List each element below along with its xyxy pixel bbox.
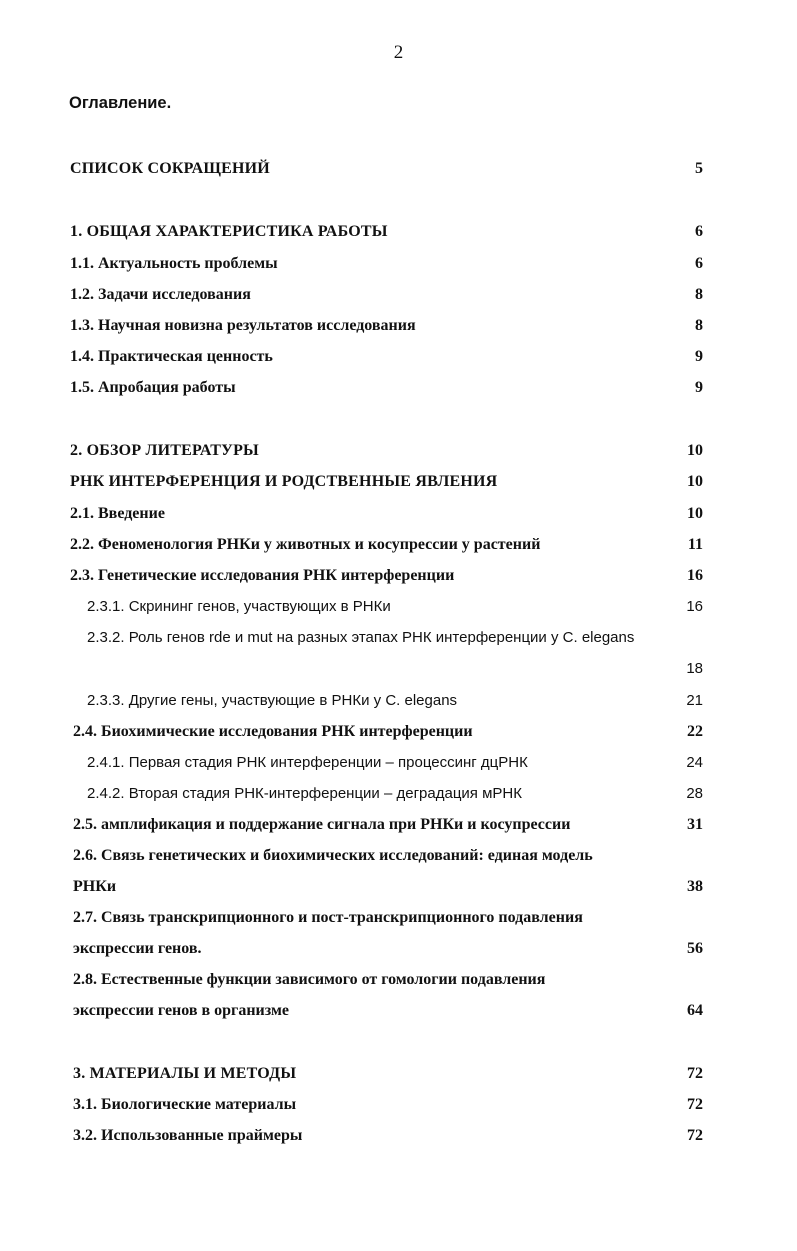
toc-entry-page: 24 (686, 754, 703, 771)
toc-entry-page: 56 (687, 940, 703, 957)
page-number: 2 (393, 42, 404, 63)
toc-entry-page: 72 (687, 1127, 703, 1144)
toc-entry-page: 21 (686, 692, 703, 709)
toc-entry-title: 2.4.1. Первая стадия РНК интерференции – процессинг дцРНК (87, 754, 528, 771)
toc-entry (0, 594, 797, 620)
toc-entry (0, 998, 797, 1024)
toc-entry-title: 1. ОБЩАЯ ХАРАКТЕРИСТИКА РАБОТЫ (70, 223, 388, 240)
toc-entry-page: 38 (687, 878, 703, 895)
toc-entry-page: 72 (687, 1065, 703, 1082)
toc-entry (0, 251, 797, 277)
toc-entry (0, 812, 797, 838)
toc-entry-page: 5 (695, 160, 703, 177)
toc-entry (0, 469, 797, 495)
toc-entry-title: РНК ИНТЕРФЕРЕНЦИЯ И РОДСТВЕННЫЕ ЯВЛЕНИЯ (70, 473, 498, 490)
toc-entry-title: 2.4.2. Вторая стадия РНК-интерференции – деградация мРНК (87, 785, 522, 802)
toc-entry-title: 3. МАТЕРИАЛЫ И МЕТОДЫ (73, 1065, 297, 1082)
toc-entry (0, 219, 797, 245)
toc-entry (0, 843, 797, 869)
toc-entry (0, 344, 797, 370)
toc-entry-title: 3.2. Использованные праймеры (73, 1127, 303, 1144)
toc-entry (0, 313, 797, 339)
toc-entry (0, 563, 797, 589)
toc-entry (0, 625, 797, 651)
toc-entry-page: 9 (695, 379, 703, 396)
toc-entry-title: 2.3.3. Другие гены, участвующие в РНКи у C. elegans (87, 692, 458, 709)
toc-entry-title: 1.5. Апробация работы (70, 379, 236, 396)
toc-entry-page: 8 (695, 286, 703, 303)
toc-entry (0, 719, 797, 745)
toc-entry-title: 1.3. Научная новизна результатов исследования (70, 317, 416, 334)
toc-entry-title: 2.4. Биохимические исследования РНК интерференции (73, 723, 473, 740)
toc-entry (0, 156, 797, 182)
toc-entry-page: 72 (687, 1096, 703, 1113)
toc-entry-page: 9 (695, 348, 703, 365)
toc-entry (0, 501, 797, 527)
toc-entry (0, 1123, 797, 1149)
toc-entry-page: 10 (687, 442, 703, 459)
toc-entry-page: 8 (695, 317, 703, 334)
toc-entry-page: 22 (687, 723, 703, 740)
toc-entry-title: 2.3.1. Скрининг генов, участвующих в РНКи (87, 598, 391, 615)
toc-entry-page: 10 (687, 505, 703, 522)
toc-entry (0, 1061, 797, 1087)
toc-entry (0, 750, 797, 776)
toc-entry (0, 905, 797, 931)
toc-entry (0, 874, 797, 900)
toc-entry-title: 1.1. Актуальность проблемы (70, 255, 278, 272)
toc-entry-title: 2. ОБЗОР ЛИТЕРАТУРЫ (70, 442, 259, 459)
toc-entry-title: 2.3.2. Роль генов rde и mut на разных этапах РНК интерференции у C. elegans (87, 629, 635, 646)
toc-entry-page: 16 (686, 598, 703, 615)
toc-entry-title: 1.2. Задачи исследования (70, 286, 251, 303)
toc-entry-page: 64 (687, 1002, 703, 1019)
toc-entry-page: 11 (687, 536, 703, 553)
toc-entry-page: 16 (687, 567, 703, 584)
toc-entry-title: 2.8. Естественные функции зависимого от гомологии подавления (73, 971, 546, 988)
toc-entry-title: 1.4. Практическая ценность (70, 348, 273, 365)
toc-entry-title: экспрессии генов. (73, 940, 202, 957)
toc-entry-title: РНКи (73, 878, 117, 895)
toc-entry-title: 2.3. Генетические исследования РНК интерференции (70, 567, 455, 584)
toc-entry-page: 28 (686, 785, 703, 802)
toc-entry (0, 282, 797, 308)
toc-entry (0, 1092, 797, 1118)
toc-entry (0, 656, 797, 682)
toc-entry-page: 6 (695, 255, 703, 272)
toc-entry-title: 2.7. Связь транскрипционного и пост-транскрипционного подавления (73, 909, 583, 926)
toc-entry-title: 2.1. Введение (70, 505, 165, 522)
toc-entry (0, 936, 797, 962)
toc-entry-page: 10 (687, 473, 703, 490)
toc-entry-title: 2.5. амплификация и поддержание сигнала при РНКи и косупрессии (73, 816, 571, 833)
toc-entry (0, 532, 797, 558)
toc-heading: Оглавление. (69, 94, 172, 112)
toc-entry-page: 18 (686, 660, 703, 677)
toc-entry-title: 2.6. Связь генетических и биохимических исследований: единая модель (73, 847, 593, 864)
toc-entry-page: 31 (687, 816, 703, 833)
toc-entry-title: 3.1. Биологические материалы (73, 1096, 297, 1113)
toc-entry-page: 6 (695, 223, 703, 240)
toc-entry-title: экспрессии генов в организме (73, 1002, 289, 1019)
toc-entry (0, 438, 797, 464)
toc-entry-title: 2.2. Феноменология РНКи у животных и косупрессии у растений (70, 536, 541, 553)
toc-entry (0, 688, 797, 714)
toc-entry (0, 375, 797, 401)
toc-entry (0, 967, 797, 993)
toc-entry-title: СПИСОК СОКРАЩЕНИЙ (70, 160, 270, 177)
toc-entry (0, 781, 797, 807)
